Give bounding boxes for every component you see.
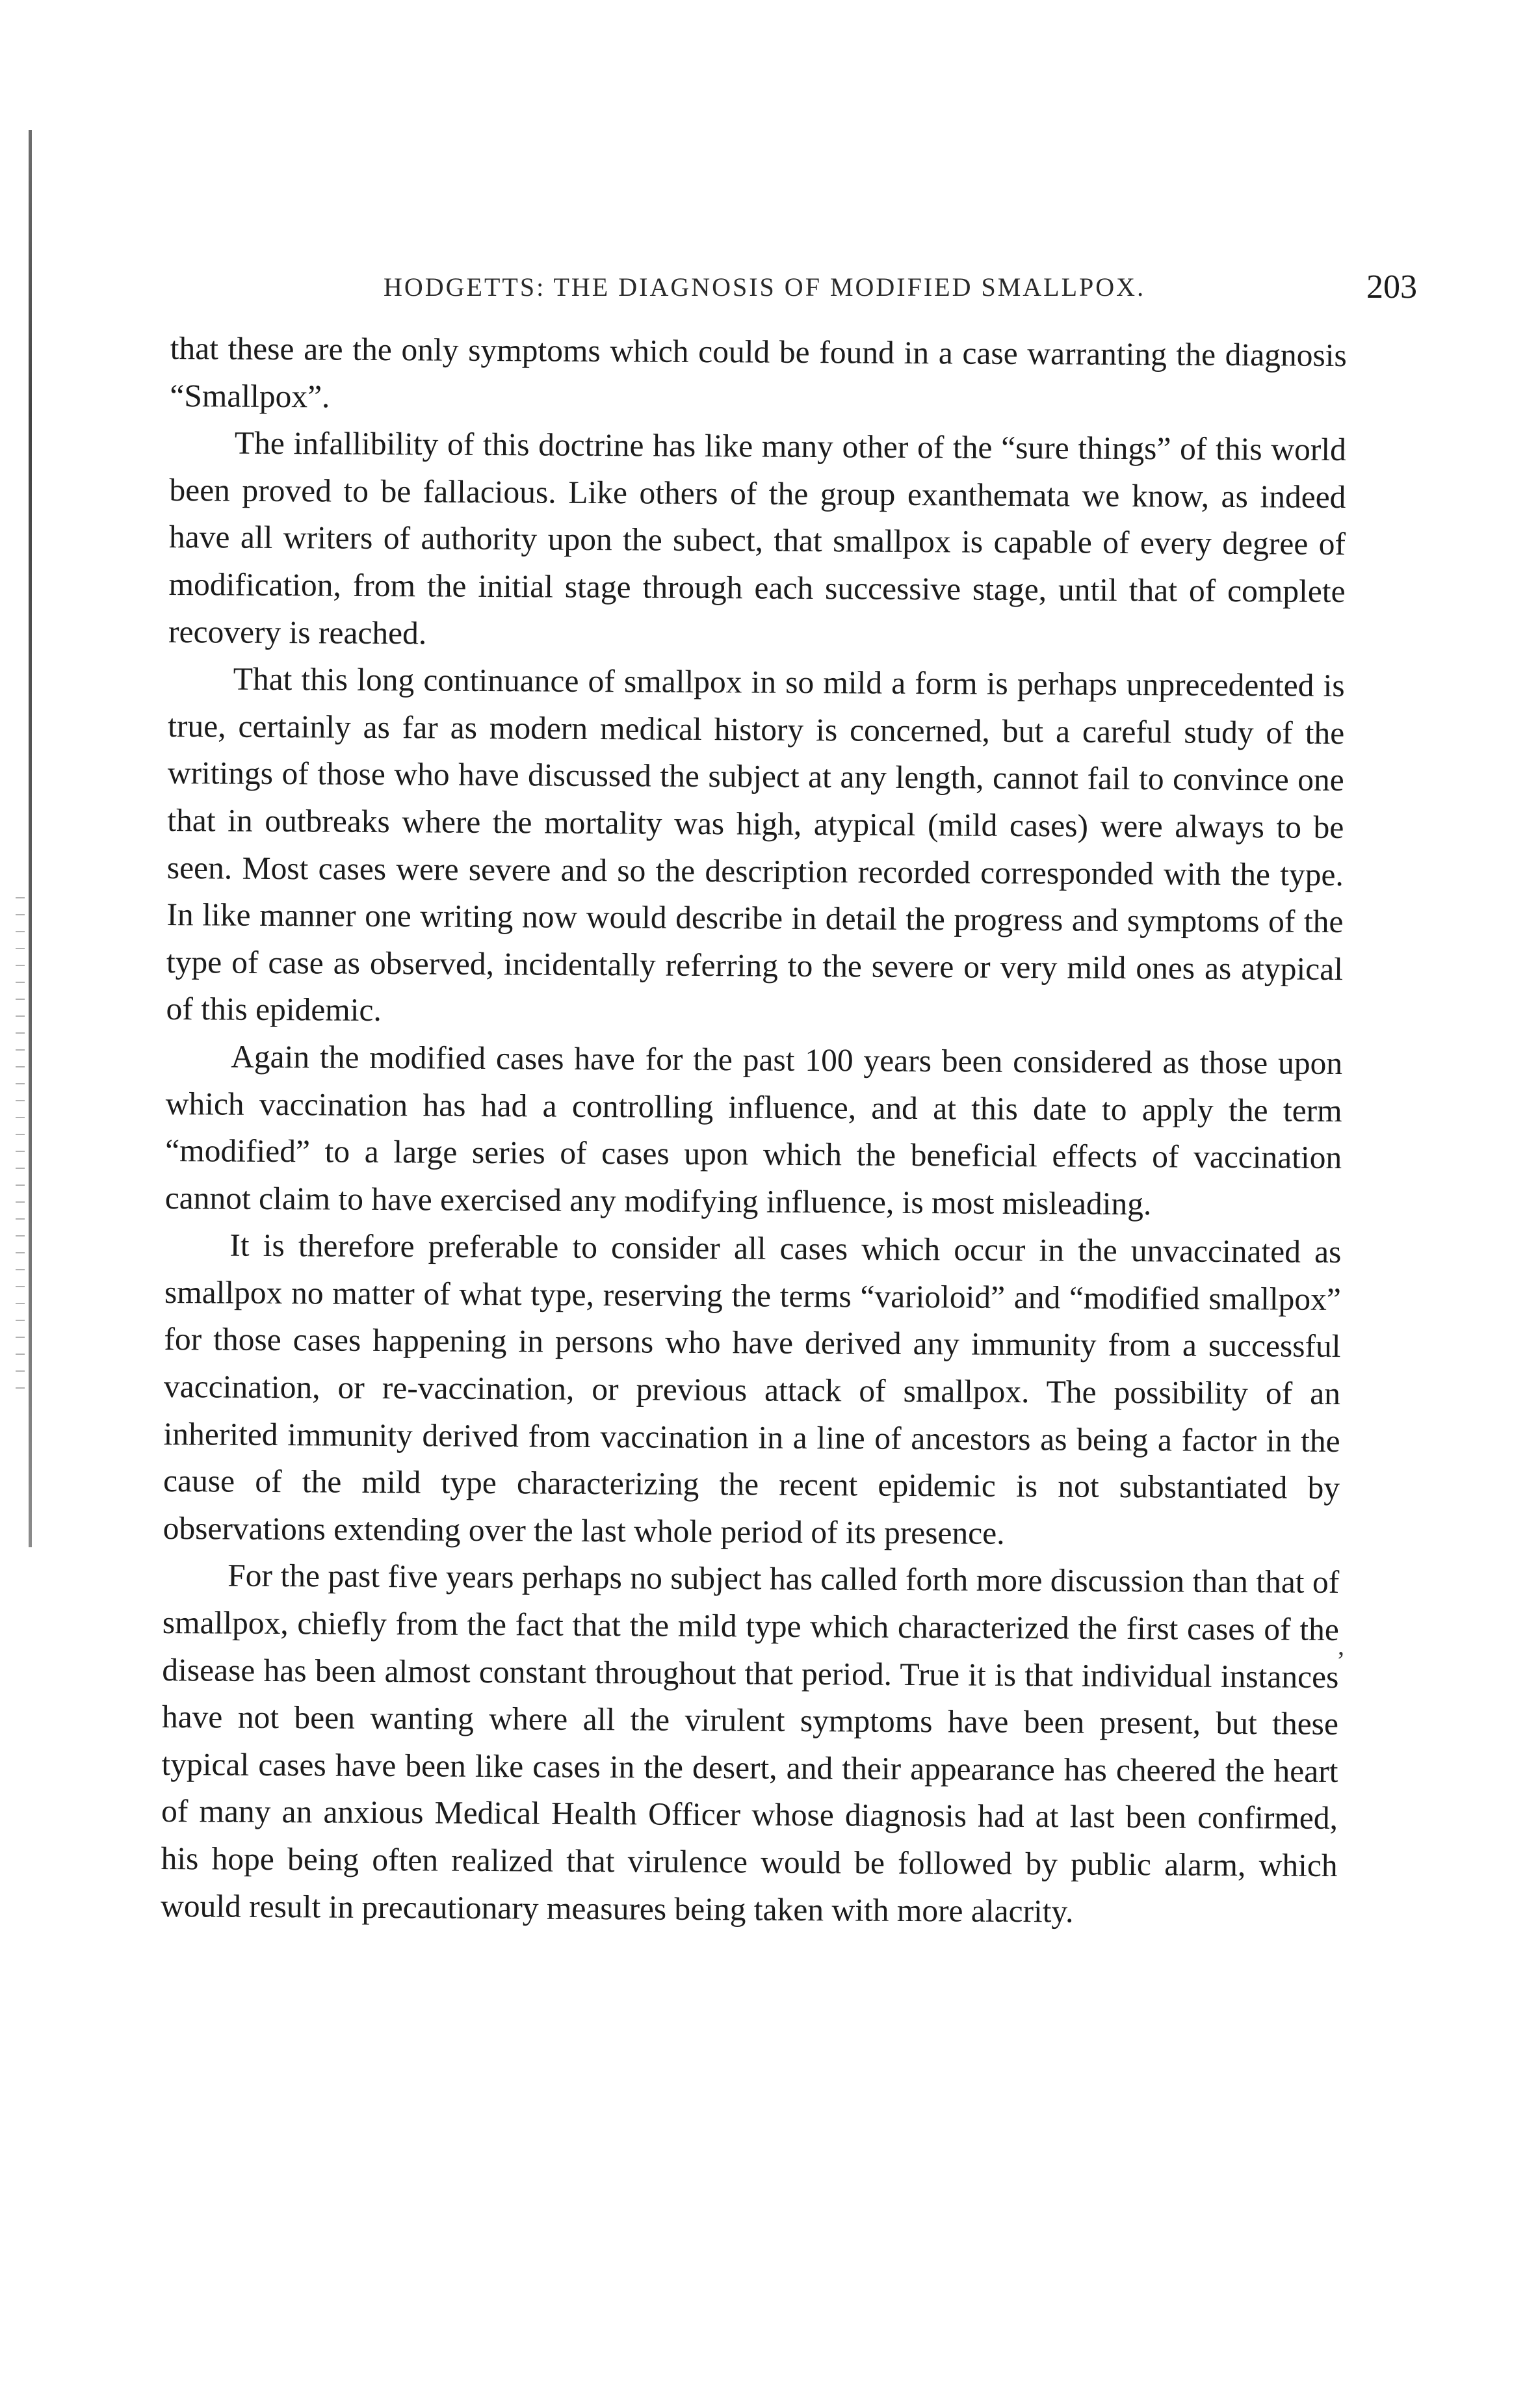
paragraph-2: The infallibility of this doctrine has like many other of the “sure things” of this world been proved to be fallacious. Like others of the group exanthemata we know, as indeed have all writers of authority upon the subect, that smallpox is capable of every degree of modification, from the initial stage through each successive stage, until that of complete recovery is reached.: [168, 425, 1347, 651]
running-head: [384, 268, 1417, 317]
paragraph-5: It is therefore preferable to consider all cases which occur in the unvaccinated as smallpox no matter of what type, reserving the terms “varioloid” and “modified smallpox” for those cases happening in persons who have derived any immunity from a successful vaccination, or re-vaccination, or previous attack of smallpox. The possibility of an inherited immunity derived from vaccination in a line of ancestors as being a factor in the cause of the mild type characterizing the recent epidemic is not substantiated by observations extending over the last whole period of its presence.: [163, 1227, 1342, 1551]
running-title: HODGETTS: THE DIAGNOSIS OF MODIFIED SMALLPOX.: [384, 272, 1146, 302]
page-number: 203: [1366, 268, 1417, 306]
paragraph-6: For the past five years perhaps no subject has called forth more discussion than that of smallpox, chiefly from the fact that the mild type which characterized the first cases of the disease has been almost constant throughout that period. True it is that individual instances have not been wanting where all the virulent symptoms have been present, but these typical cases have been like cases in the desert, and their appearance has cheered the heart of many an anxious Medical Health Officer whose diagnosis had at last been confirmed, his hope being often realized that virulence would be followed by public alarm, which would result in precautionary measures being taken with more alacrity.: [160, 1558, 1340, 1930]
stray-ink-mark: ,: [1338, 1631, 1344, 1660]
binding-edge: [29, 130, 32, 1547]
body-text: [161, 325, 1347, 1937]
paragraph-1: that these are the only symptoms which could be found in a case warranting the diagnosis “Smallpox”.: [170, 330, 1347, 415]
paragraph-3: That this long continuance of smallpox in so mild a form is perhaps unprecedented is true, certainly as far as modern medical history is concerned, but a careful study of the writings of those who have discussed the subject at any length, cannot fail to convince one that in outbreaks where the mortality was high, atypical (mild cases) were always to be seen. Most cases were severe and so the description recorded corresponded with the type. In like manner one writing now would describe in detail the progress and symptoms of the type of case as observed, incidentally referring to the severe or very mild ones as atypical of this epidemic.: [166, 661, 1345, 1028]
binding-stitch-marks: [16, 897, 25, 1404]
paragraph-4: Again the modified cases have for the past 100 years been considered as those upon which vaccination has had a controlling influence, and at this date to apply the term “modified” to a large series of cases upon which the beneficial effects of vaccination cannot claim to have exercised any modifying influence, is most misleading.: [164, 1038, 1343, 1222]
